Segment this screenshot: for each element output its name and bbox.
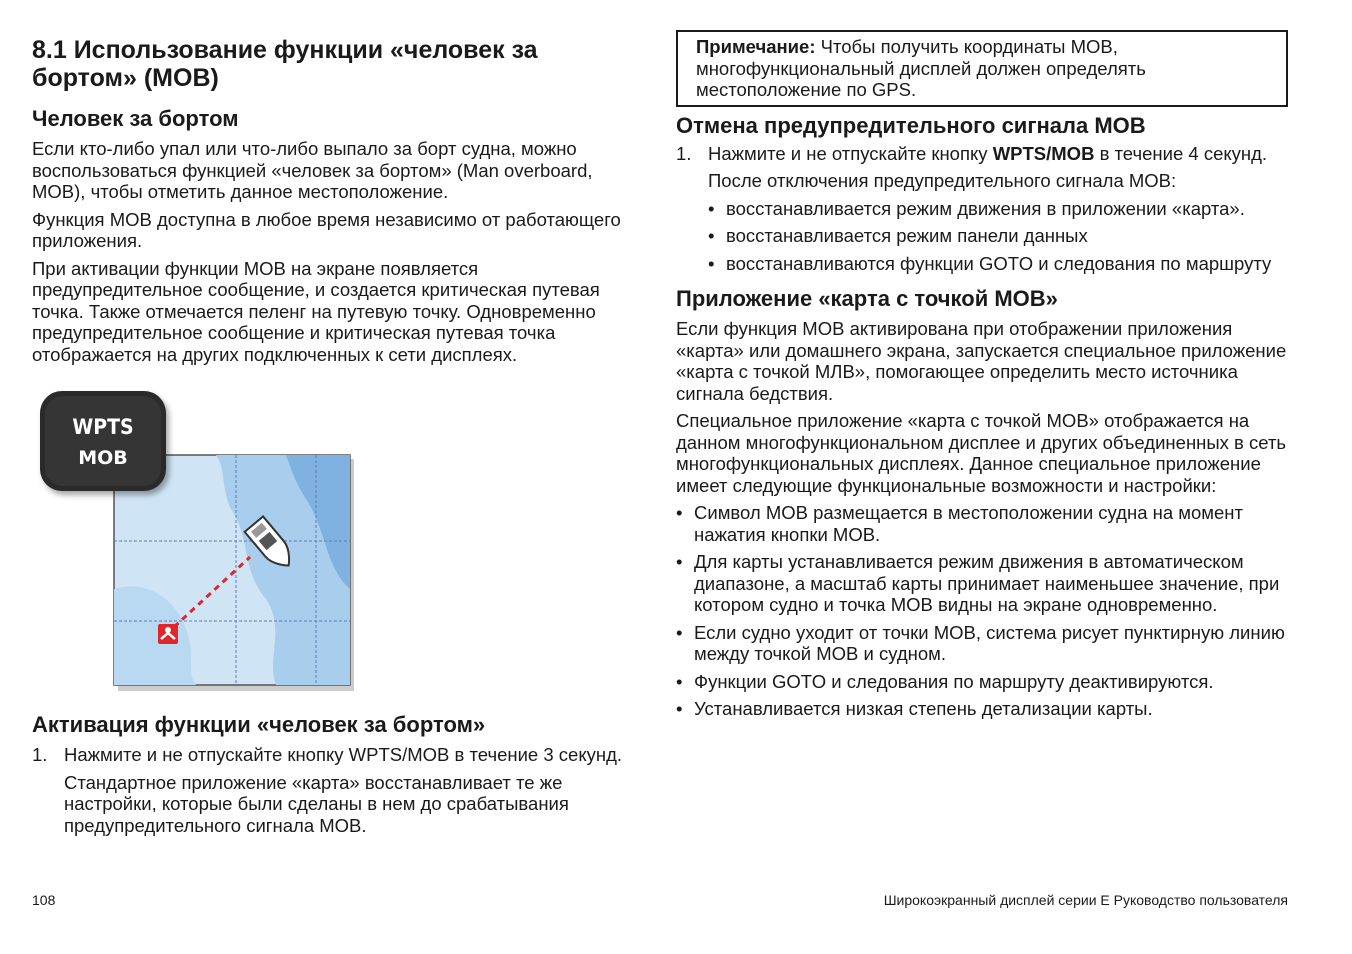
step-text-post: в течение 4 секунд. bbox=[1094, 142, 1268, 164]
section-title-cancel: Отмена предупредительного сигнала MOB bbox=[676, 112, 1146, 138]
note-text: Чтобы получить координаты MOB, многофункциональный дисплей должен определять местоположение по GPS. bbox=[696, 36, 1146, 100]
mob-figure bbox=[36, 389, 356, 694]
section-title-mob: Человек за бортом bbox=[32, 106, 239, 131]
note-label: Примечание: bbox=[696, 36, 816, 57]
list-item: • Для карты устанавливается режим движения в автоматическом диапазоне, а масштаб карты принимает наименьшее значение, при котором судно и точка MOB видны на экране одновременно. bbox=[676, 551, 1288, 616]
list-item: • восстанавливаются функции GOTO и следования по маршруту bbox=[708, 253, 1288, 275]
wpts-mob-button-illustration bbox=[40, 391, 166, 491]
list-item: • восстанавливается режим движения в приложении «карта». bbox=[708, 198, 1288, 220]
section-title-mob-chart: Приложение «карта с точкой MOB» bbox=[676, 286, 1058, 311]
note-box bbox=[676, 30, 1288, 107]
mob-chart-bullet-list bbox=[676, 502, 1288, 720]
button-label-mob: MOB bbox=[78, 447, 128, 469]
mob-paragraph-2: Функция MOB доступна в любое время независимо от работающего приложения. bbox=[32, 208, 621, 251]
chart-illustration bbox=[36, 389, 356, 694]
footer-doc-title: Широкоэкранный дисплей серии E Руководство пользователя bbox=[883, 892, 1288, 908]
mob-paragraph-1: Если кто-либо упал или что-либо выпало за борт судна, можно воспользоваться функцией «человек за бортом» (Man overboard, MOB), чтобы отметить данное местоположение. bbox=[32, 138, 593, 202]
activation-step-note: Стандартное приложение «карта» восстанавливает те же настройки, которые были сделаны в нем до срабатывания предупредительного сигнала MOB. bbox=[64, 771, 569, 836]
left-column bbox=[32, 0, 630, 836]
cancel-step-1 bbox=[676, 143, 1288, 165]
step-text: Нажмите и не отпускайте кнопку WPTS/MOB в течение 3 секунд. bbox=[64, 744, 623, 765]
list-item: • Устанавливается низкая степень детализации карты. bbox=[676, 698, 1288, 720]
mob-chart-paragraph-2: Специальное приложение «карта с точкой MOB» отображается на данном многофункциональном дисплее и других объединенных в сеть многофункциональных дисплеях. Данное специальное приложение имеет следующие функциональные возможности и настройки: bbox=[676, 410, 1287, 496]
mob-chart-paragraph-1: Если функция MOB активирована при отображении приложения «карта» или домашнего экрана, запускается специальное приложение «карта с точкой МЛВ», помогающее определить место источника сигнала бедствия. bbox=[676, 318, 1287, 404]
button-label-wpts: WPTS bbox=[72, 415, 134, 439]
page-number: 108 bbox=[32, 892, 56, 908]
step-number: 1. bbox=[676, 142, 692, 164]
mob-paragraph-3: При активации функции MOB на экране появляется предупредительное сообщение, и создается критическая путевая точка. Также отмечается пеленг на путевую точку. Одновременно предупредительное сообщение и критическая путевая точка отображается на других подключенных к сети дисплеях. bbox=[32, 257, 600, 365]
activation-step-1 bbox=[32, 744, 630, 766]
list-item: • Символ MOB размещается в местоположении судна на момент нажатия кнопки MOB. bbox=[676, 502, 1288, 545]
step-text-bold: WPTS/MOB bbox=[992, 142, 1095, 164]
cancel-bullet-list bbox=[708, 198, 1288, 275]
right-column bbox=[676, 0, 1288, 720]
list-item: • Функции GOTO и следования по маршруту деактивируются. bbox=[676, 671, 1288, 693]
list-item: • восстанавливается режим панели данных bbox=[708, 225, 1288, 247]
step-number: 1. bbox=[32, 744, 48, 765]
step-text-pre: Нажмите и не отпускайте кнопку bbox=[708, 142, 993, 164]
list-item: • Если судно уходит от точки MOB, система рисует пунктирную линию между точкой MOB и судном. bbox=[676, 622, 1288, 665]
mob-marker-icon bbox=[158, 624, 178, 644]
section-title-activation: Активация функции «человек за бортом» bbox=[32, 712, 486, 737]
cancel-after-text: После отключения предупредительного сигнала MOB: bbox=[708, 170, 1177, 191]
page-title: 8.1 Использование функции «человек за бортом» (MOB) bbox=[32, 36, 538, 92]
